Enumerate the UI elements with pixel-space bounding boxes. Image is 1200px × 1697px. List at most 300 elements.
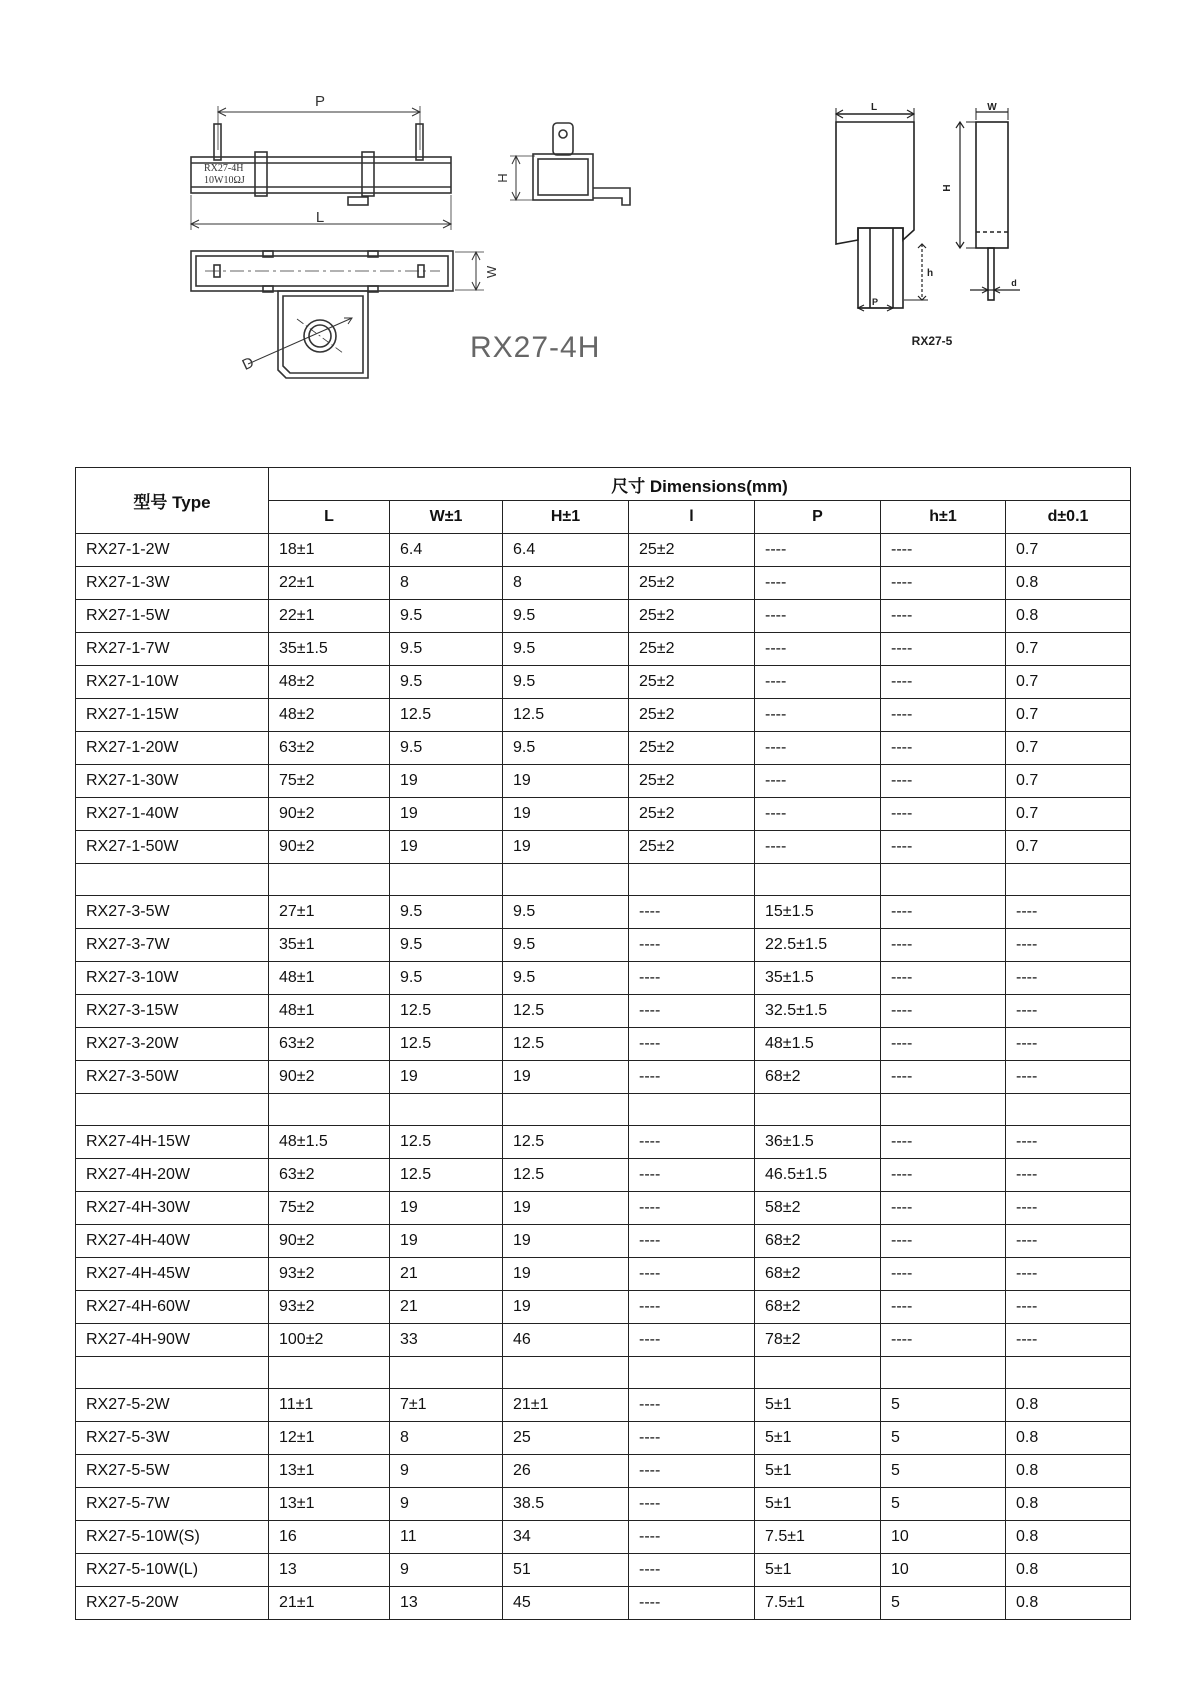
cell-w: 19: [390, 798, 503, 831]
cell-p: ----: [755, 534, 881, 567]
table-row: [76, 1488, 1131, 1521]
cell-lead-length: ----: [629, 995, 755, 1028]
cell-type: RX27-4H-15W: [76, 1126, 269, 1159]
cell-d: ----: [1006, 1225, 1131, 1258]
table-row: [76, 962, 1131, 995]
cell-type: RX27-1-15W: [76, 699, 269, 732]
cell-w: 8: [390, 567, 503, 600]
rx27-4h-dim-l: L: [315, 209, 325, 226]
cell-lead-length: ----: [629, 962, 755, 995]
cell-type: RX27-4H-60W: [76, 1291, 269, 1324]
cell-lead-length: ----: [629, 1192, 755, 1225]
cell-h: 19: [503, 1061, 629, 1094]
table-row: [76, 666, 1131, 699]
cell-d: 0.8: [1006, 1389, 1131, 1422]
cell-d: ----: [1006, 896, 1131, 929]
cell-p: 32.5±1.5: [755, 995, 881, 1028]
cell-h: 12.5: [503, 1126, 629, 1159]
cell-type: [76, 1357, 269, 1389]
rx27-4h-dim-w: W: [484, 265, 499, 279]
cell-h-small: [881, 864, 1006, 896]
cell-l: 63±2: [269, 732, 390, 765]
cell-lead-length: 25±2: [629, 534, 755, 567]
table-row: [76, 1389, 1131, 1422]
cell-l: [269, 1094, 390, 1126]
cell-type: RX27-1-50W: [76, 831, 269, 864]
cell-l: 48±2: [269, 666, 390, 699]
cell-l: 75±2: [269, 1192, 390, 1225]
cell-l: 90±2: [269, 1225, 390, 1258]
cell-h: 9.5: [503, 666, 629, 699]
cell-h-small: 5: [881, 1389, 1006, 1422]
cell-h: 34: [503, 1521, 629, 1554]
cell-d: ----: [1006, 1258, 1131, 1291]
cell-type: [76, 864, 269, 896]
cell-w: 8: [390, 1422, 503, 1455]
cell-p: ----: [755, 600, 881, 633]
cell-h-small: ----: [881, 1258, 1006, 1291]
cell-w: [390, 1094, 503, 1126]
cell-w: 12.5: [390, 1028, 503, 1061]
cell-d: 0.7: [1006, 765, 1131, 798]
rx27-4h-marking-line2: 10W10ΩJ: [204, 175, 245, 186]
cell-lead-length: ----: [629, 1061, 755, 1094]
cell-h: 19: [503, 765, 629, 798]
rx27-4h-drawing: [0, 0, 640, 400]
cell-w: 12.5: [390, 1126, 503, 1159]
cell-h-small: ----: [881, 962, 1006, 995]
cell-h-small: ----: [881, 798, 1006, 831]
cell-type: [76, 1094, 269, 1126]
cell-w: 19: [390, 1192, 503, 1225]
cell-type: RX27-5-10W(L): [76, 1554, 269, 1587]
cell-p: ----: [755, 765, 881, 798]
cell-lead-length: ----: [629, 1455, 755, 1488]
cell-w: [390, 1357, 503, 1389]
cell-p: 68±2: [755, 1225, 881, 1258]
rx27-5-dim-w: W: [987, 102, 997, 113]
table-row: [76, 995, 1131, 1028]
cell-w: 9.5: [390, 896, 503, 929]
cell-l: 75±2: [269, 765, 390, 798]
table-row: [76, 1159, 1131, 1192]
cell-h-small: 5: [881, 1422, 1006, 1455]
cell-h-small: ----: [881, 831, 1006, 864]
cell-d: 0.7: [1006, 732, 1131, 765]
table-spacer-row: [76, 864, 1131, 896]
cell-w: 9.5: [390, 666, 503, 699]
cell-l: 21±1: [269, 1587, 390, 1620]
cell-h: [503, 864, 629, 896]
cell-h: 51: [503, 1554, 629, 1587]
cell-h-small: ----: [881, 699, 1006, 732]
cell-lead-length: ----: [629, 1291, 755, 1324]
cell-type: RX27-1-10W: [76, 666, 269, 699]
column-header-lead-length: l: [629, 501, 755, 534]
cell-lead-length: ----: [629, 1587, 755, 1620]
cell-d: 0.8: [1006, 1488, 1131, 1521]
table-row: [76, 1455, 1131, 1488]
cell-w: 9.5: [390, 929, 503, 962]
dimensions-table-wrapper: [75, 467, 1130, 1620]
cell-w: 7±1: [390, 1389, 503, 1422]
cell-p: ----: [755, 798, 881, 831]
cell-type: RX27-3-50W: [76, 1061, 269, 1094]
cell-type: RX27-1-3W: [76, 567, 269, 600]
cell-h: 9.5: [503, 633, 629, 666]
cell-h-small: ----: [881, 1061, 1006, 1094]
cell-type: RX27-5-10W(S): [76, 1521, 269, 1554]
cell-lead-length: 25±2: [629, 567, 755, 600]
cell-h: 38.5: [503, 1488, 629, 1521]
cell-type: RX27-3-10W: [76, 962, 269, 995]
cell-h: 19: [503, 798, 629, 831]
cell-w: 19: [390, 765, 503, 798]
cell-w: 21: [390, 1258, 503, 1291]
cell-h: 19: [503, 1258, 629, 1291]
cell-p: ----: [755, 831, 881, 864]
cell-type: RX27-5-20W: [76, 1587, 269, 1620]
cell-type: RX27-5-5W: [76, 1455, 269, 1488]
cell-d: 0.7: [1006, 666, 1131, 699]
cell-l: [269, 1357, 390, 1389]
cell-l: 90±2: [269, 1061, 390, 1094]
cell-h: 8: [503, 567, 629, 600]
rx27-4h-marking-line1: RX27-4H: [204, 163, 244, 174]
cell-h-small: [881, 1094, 1006, 1126]
cell-p: ----: [755, 699, 881, 732]
column-header-h: H±1: [503, 501, 629, 534]
cell-w: 12.5: [390, 699, 503, 732]
cell-h-small: ----: [881, 666, 1006, 699]
table-row: [76, 732, 1131, 765]
cell-w: 9.5: [390, 962, 503, 995]
table-row: [76, 1192, 1131, 1225]
cell-d: ----: [1006, 1159, 1131, 1192]
cell-p: ----: [755, 732, 881, 765]
cell-w: 19: [390, 831, 503, 864]
cell-h-small: ----: [881, 1159, 1006, 1192]
cell-type: RX27-3-20W: [76, 1028, 269, 1061]
cell-p: 36±1.5: [755, 1126, 881, 1159]
cell-lead-length: ----: [629, 1159, 755, 1192]
cell-h: 19: [503, 1225, 629, 1258]
cell-l: 16: [269, 1521, 390, 1554]
cell-p: 68±2: [755, 1258, 881, 1291]
cell-h-small: ----: [881, 600, 1006, 633]
cell-l: 63±2: [269, 1028, 390, 1061]
cell-l: 93±2: [269, 1258, 390, 1291]
cell-h: 9.5: [503, 732, 629, 765]
cell-h-small: 5: [881, 1455, 1006, 1488]
cell-d: 0.7: [1006, 699, 1131, 732]
cell-lead-length: ----: [629, 1521, 755, 1554]
table-row: [76, 567, 1131, 600]
cell-h: 25: [503, 1422, 629, 1455]
cell-h-small: ----: [881, 929, 1006, 962]
cell-h-small: 5: [881, 1587, 1006, 1620]
table-body: [76, 534, 1131, 1620]
cell-h-small: ----: [881, 633, 1006, 666]
cell-w: 33: [390, 1324, 503, 1357]
cell-p: 48±1.5: [755, 1028, 881, 1061]
rx27-4h-caption: RX27-4H: [470, 331, 601, 364]
cell-d: 0.8: [1006, 1554, 1131, 1587]
cell-h: 12.5: [503, 1028, 629, 1061]
cell-lead-length: 25±2: [629, 798, 755, 831]
cell-h: 19: [503, 1192, 629, 1225]
cell-p: 68±2: [755, 1291, 881, 1324]
cell-d: 0.7: [1006, 534, 1131, 567]
table-row: [76, 1258, 1131, 1291]
type-column-header: 型号 Type: [76, 468, 269, 534]
cell-d: 0.8: [1006, 1521, 1131, 1554]
table-row: [76, 534, 1131, 567]
cell-h: 45: [503, 1587, 629, 1620]
rx27-4h-dim-h: H: [495, 173, 510, 183]
cell-l: [269, 864, 390, 896]
cell-p: [755, 864, 881, 896]
cell-type: RX27-4H-40W: [76, 1225, 269, 1258]
cell-w: [390, 864, 503, 896]
cell-l: 22±1: [269, 600, 390, 633]
cell-h: 19: [503, 831, 629, 864]
cell-d: ----: [1006, 1291, 1131, 1324]
cell-type: RX27-1-40W: [76, 798, 269, 831]
rx27-4h-dim-d: D: [239, 353, 257, 374]
table-row: [76, 929, 1131, 962]
cell-l: 48±2: [269, 699, 390, 732]
cell-p: 22.5±1.5: [755, 929, 881, 962]
table-row: [76, 1061, 1131, 1094]
cell-type: RX27-5-7W: [76, 1488, 269, 1521]
cell-w: 9: [390, 1455, 503, 1488]
table-row: [76, 1324, 1131, 1357]
cell-type: RX27-4H-45W: [76, 1258, 269, 1291]
cell-lead-length: ----: [629, 1554, 755, 1587]
cell-w: 9.5: [390, 633, 503, 666]
cell-type: RX27-1-7W: [76, 633, 269, 666]
cell-w: 9: [390, 1554, 503, 1587]
cell-h-small: ----: [881, 1324, 1006, 1357]
table-row: [76, 633, 1131, 666]
cell-h: 21±1: [503, 1389, 629, 1422]
cell-d: ----: [1006, 1192, 1131, 1225]
cell-lead-length: ----: [629, 1028, 755, 1061]
cell-p: 7.5±1: [755, 1521, 881, 1554]
cell-h-small: ----: [881, 534, 1006, 567]
cell-d: [1006, 1094, 1131, 1126]
cell-lead-length: ----: [629, 1225, 755, 1258]
cell-h-small: 10: [881, 1554, 1006, 1587]
column-header-p: P: [755, 501, 881, 534]
table-row: [76, 1521, 1131, 1554]
cell-l: 100±2: [269, 1324, 390, 1357]
table-row: [76, 699, 1131, 732]
cell-h-small: 10: [881, 1521, 1006, 1554]
cell-p: 7.5±1: [755, 1587, 881, 1620]
drawings-area: [0, 0, 1200, 420]
cell-w: 21: [390, 1291, 503, 1324]
cell-type: RX27-4H-90W: [76, 1324, 269, 1357]
cell-l: 48±1.5: [269, 1126, 390, 1159]
cell-type: RX27-3-15W: [76, 995, 269, 1028]
cell-p: 68±2: [755, 1061, 881, 1094]
cell-h: 9.5: [503, 896, 629, 929]
cell-h: 19: [503, 1291, 629, 1324]
cell-l: 27±1: [269, 896, 390, 929]
cell-h-small: ----: [881, 765, 1006, 798]
cell-lead-length: 25±2: [629, 831, 755, 864]
cell-lead-length: [629, 1357, 755, 1389]
column-header-d: d±0.1: [1006, 501, 1131, 534]
table-row: [76, 1422, 1131, 1455]
rx27-5-dim-h-small: h: [926, 268, 934, 279]
cell-lead-length: ----: [629, 929, 755, 962]
cell-h: [503, 1094, 629, 1126]
cell-d: 0.7: [1006, 798, 1131, 831]
cell-h-small: 5: [881, 1488, 1006, 1521]
cell-h-small: ----: [881, 1126, 1006, 1159]
cell-lead-length: ----: [629, 1422, 755, 1455]
cell-d: ----: [1006, 1324, 1131, 1357]
table-row: [76, 1587, 1131, 1620]
cell-l: 35±1.5: [269, 633, 390, 666]
cell-l: 13±1: [269, 1455, 390, 1488]
cell-p: 5±1: [755, 1455, 881, 1488]
rx27-5-dim-d: d: [1011, 278, 1017, 288]
cell-l: 12±1: [269, 1422, 390, 1455]
cell-w: 13: [390, 1587, 503, 1620]
cell-lead-length: [629, 864, 755, 896]
cell-l: 90±2: [269, 831, 390, 864]
cell-lead-length: [629, 1094, 755, 1126]
cell-d: 0.8: [1006, 600, 1131, 633]
table-spacer-row: [76, 1357, 1131, 1389]
cell-lead-length: ----: [629, 1488, 755, 1521]
cell-l: 35±1: [269, 929, 390, 962]
cell-p: [755, 1094, 881, 1126]
cell-p: ----: [755, 666, 881, 699]
cell-l: 18±1: [269, 534, 390, 567]
cell-h-small: [881, 1357, 1006, 1389]
cell-p: 5±1: [755, 1554, 881, 1587]
table-row: [76, 1225, 1131, 1258]
dimensions-header: 尺寸 Dimensions(mm): [269, 468, 1131, 501]
cell-type: RX27-5-2W: [76, 1389, 269, 1422]
cell-p: 15±1.5: [755, 896, 881, 929]
cell-d: 0.8: [1006, 567, 1131, 600]
cell-d: ----: [1006, 962, 1131, 995]
cell-type: RX27-1-30W: [76, 765, 269, 798]
cell-d: 0.7: [1006, 831, 1131, 864]
cell-l: 13±1: [269, 1488, 390, 1521]
table-spacer-row: [76, 1094, 1131, 1126]
cell-l: 13: [269, 1554, 390, 1587]
column-header-w: W±1: [390, 501, 503, 534]
cell-lead-length: ----: [629, 1258, 755, 1291]
cell-type: RX27-5-3W: [76, 1422, 269, 1455]
cell-d: ----: [1006, 929, 1131, 962]
cell-p: 5±1: [755, 1422, 881, 1455]
dimensions-table: [75, 467, 1131, 1620]
cell-h: 9.5: [503, 929, 629, 962]
cell-w: 12.5: [390, 1159, 503, 1192]
cell-type: RX27-1-5W: [76, 600, 269, 633]
cell-type: RX27-1-20W: [76, 732, 269, 765]
cell-d: ----: [1006, 1061, 1131, 1094]
cell-lead-length: 25±2: [629, 633, 755, 666]
cell-h: 12.5: [503, 699, 629, 732]
table-row: [76, 1291, 1131, 1324]
rx27-5-dim-h: H: [942, 184, 953, 192]
table-row: [76, 1028, 1131, 1061]
cell-p: [755, 1357, 881, 1389]
cell-type: RX27-3-7W: [76, 929, 269, 962]
cell-l: 22±1: [269, 567, 390, 600]
cell-h: 9.5: [503, 600, 629, 633]
cell-lead-length: ----: [629, 1126, 755, 1159]
cell-type: RX27-4H-30W: [76, 1192, 269, 1225]
rx27-5-caption: RX27-5: [911, 334, 953, 348]
cell-lead-length: ----: [629, 1324, 755, 1357]
cell-h-small: ----: [881, 1192, 1006, 1225]
cell-l: 48±1: [269, 962, 390, 995]
cell-p: 35±1.5: [755, 962, 881, 995]
cell-w: 9.5: [390, 732, 503, 765]
cell-lead-length: 25±2: [629, 732, 755, 765]
cell-h: 12.5: [503, 995, 629, 1028]
table-row: [76, 798, 1131, 831]
cell-l: 63±2: [269, 1159, 390, 1192]
cell-p: 78±2: [755, 1324, 881, 1357]
cell-w: 19: [390, 1061, 503, 1094]
cell-p: ----: [755, 567, 881, 600]
cell-w: 12.5: [390, 995, 503, 1028]
cell-p: ----: [755, 633, 881, 666]
cell-w: 9.5: [390, 600, 503, 633]
cell-lead-length: 25±2: [629, 600, 755, 633]
cell-w: 9: [390, 1488, 503, 1521]
cell-l: 48±1: [269, 995, 390, 1028]
cell-p: 58±2: [755, 1192, 881, 1225]
cell-l: 11±1: [269, 1389, 390, 1422]
cell-lead-length: 25±2: [629, 666, 755, 699]
cell-h: [503, 1357, 629, 1389]
cell-type: RX27-4H-20W: [76, 1159, 269, 1192]
cell-h: 26: [503, 1455, 629, 1488]
cell-l: 90±2: [269, 798, 390, 831]
cell-h: 46: [503, 1324, 629, 1357]
cell-d: ----: [1006, 1028, 1131, 1061]
cell-d: ----: [1006, 995, 1131, 1028]
cell-d: 0.7: [1006, 633, 1131, 666]
column-header-l: L: [269, 501, 390, 534]
cell-h-small: ----: [881, 1028, 1006, 1061]
cell-h-small: ----: [881, 732, 1006, 765]
cell-lead-length: ----: [629, 896, 755, 929]
rx27-4h-dim-p: P: [314, 93, 326, 110]
table-row: [76, 600, 1131, 633]
cell-lead-length: ----: [629, 1389, 755, 1422]
cell-d: 0.8: [1006, 1455, 1131, 1488]
cell-h: 9.5: [503, 962, 629, 995]
cell-d: 0.8: [1006, 1422, 1131, 1455]
table-row: [76, 896, 1131, 929]
column-header-h-small: h±1: [881, 501, 1006, 534]
cell-h: 12.5: [503, 1159, 629, 1192]
cell-w: 11: [390, 1521, 503, 1554]
